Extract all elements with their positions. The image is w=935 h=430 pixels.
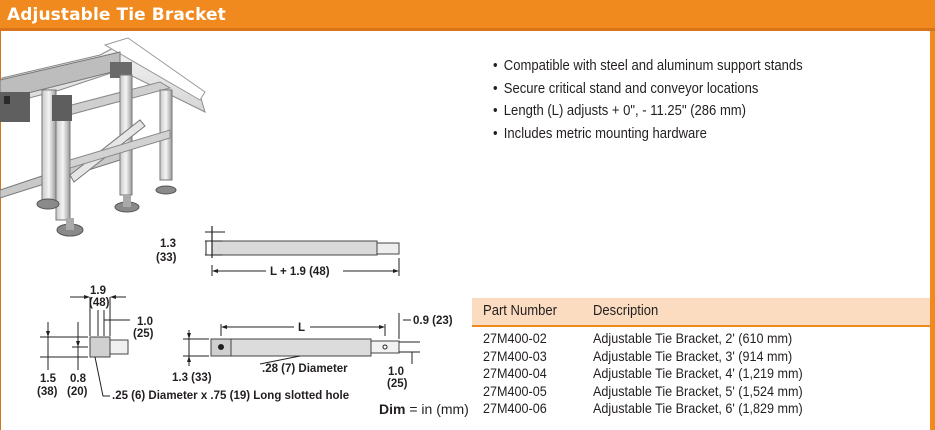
end-slot-label: .25 (6) Diameter x .75 (19) Long slotted hole: [112, 390, 350, 402]
side-end-mm: (25): [387, 378, 408, 390]
top-length-label: L + 1.9 (48): [270, 266, 330, 278]
end-b1-mm: (38): [37, 386, 58, 398]
table-row: [472, 330, 930, 348]
dimension-units-note: [379, 401, 469, 417]
header-description: Description: [593, 303, 659, 319]
cell-part-number: 27M400-04: [483, 365, 547, 381]
end-side-in: 1.0: [137, 316, 153, 328]
cell-part-number: 27M400-03: [483, 347, 547, 364]
cell-part-number: 27M400-05: [483, 382, 547, 399]
feature-item: • Compatible with steel and aluminum support stands: [493, 58, 803, 74]
side-length-label: L: [298, 322, 306, 334]
table-row: [472, 400, 930, 418]
end-b1-in: 1.5: [40, 373, 56, 385]
end-b2-in: 0.8: [70, 373, 86, 385]
side-height-label: 1.3 (33): [172, 372, 212, 384]
cell-part-number: 27M400-02: [483, 330, 547, 346]
end-side-mm: (25): [133, 328, 154, 340]
cell-description: Adjustable Tie Bracket, 4' (1,219 mm): [593, 365, 803, 381]
table-row: [472, 365, 930, 383]
top-height-mm: (33): [156, 252, 177, 264]
feature-item: • Length (L) adjusts + 0", - 11.25" (286 mm): [493, 103, 747, 119]
table-row: [472, 383, 930, 401]
feature-item: • Secure critical stand and conveyor locations: [493, 80, 759, 97]
side-hole-label: .28 (7) Diameter: [262, 363, 348, 375]
end-width-mm: (48): [89, 297, 110, 309]
end-width-in: 1.9: [90, 285, 106, 297]
side-end-offset: 0.9 (23): [413, 315, 453, 327]
table-row: [472, 348, 930, 366]
feature-item: • Includes metric mounting hardware: [493, 125, 707, 142]
part-number-table: [472, 298, 930, 418]
side-end-in: 1.0: [388, 366, 404, 378]
end-b2-mm: (20): [67, 386, 88, 398]
page-title: Adjustable Tie Bracket: [7, 5, 226, 25]
cell-description: Adjustable Tie Bracket, 6' (1,829 mm): [593, 400, 803, 416]
header-part-number: Part Number: [483, 303, 557, 319]
dim-label: Dim: [379, 401, 406, 417]
cell-description: Adjustable Tie Bracket, 3' (914 mm): [593, 347, 793, 364]
feature-list: [493, 55, 837, 145]
dim-value: = in (mm): [405, 401, 469, 417]
table-header: [472, 298, 930, 327]
top-height-in: 1.3: [160, 238, 176, 250]
cell-description: Adjustable Tie Bracket, 5' (1,524 mm): [593, 382, 803, 399]
cell-part-number: 27M400-06: [483, 400, 547, 416]
cell-description: Adjustable Tie Bracket, 2' (610 mm): [593, 330, 793, 346]
